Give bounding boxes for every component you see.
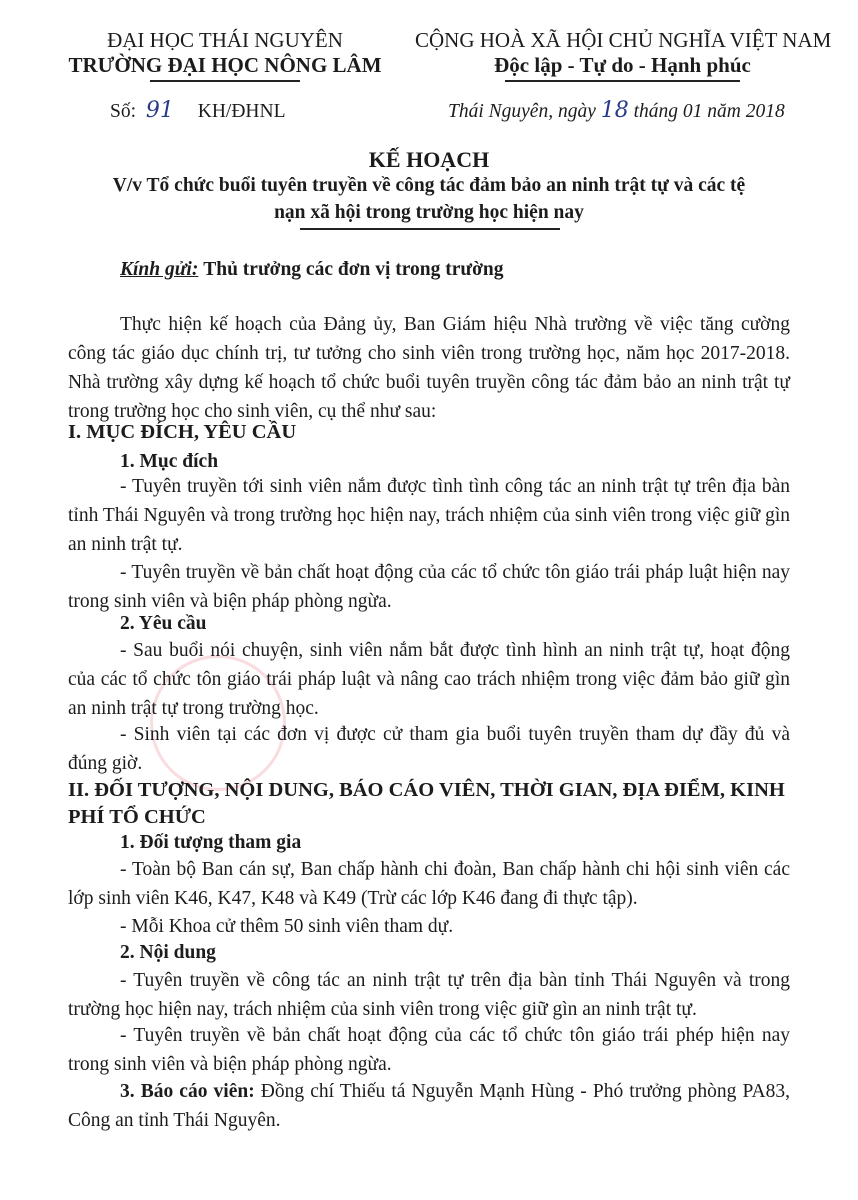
document-subtitle-line2: nạn xã hội trong trường học hiện nay <box>274 202 584 223</box>
section-2-sub1-paragraph-1: - Toàn bộ Ban cán sự, Ban chấp hành chi đoàn, Ban chấp hành chi hội sinh viên các lớp sinh viên K46, K47, K48 và K49 (Trừ các lớp K46 đang đi thực tập). <box>68 859 790 909</box>
section-2-sub2-paragraph-2: - Tuyên truyền về bản chất hoạt động của các tổ chức tôn giáo trái phép hiện nay trong sinh viên và biện pháp phòng ngừa. <box>68 1025 790 1075</box>
intro-paragraph: Thực hiện kế hoạch của Đảng ủy, Ban Giám hiệu Nhà trường về việc tăng cường công tác giáo dục chính trị, tư tưởng cho sinh viên trong trường học, năm học 2017-2018. Nhà trường xây dựng kế hoạch tổ chức buổi tuyên truyền công tác đảm bảo an ninh trật tự trong trường học cho sinh viên, cụ thể như sau: <box>68 314 790 422</box>
header-motto: Độc lập - Tự do - Hạnh phúc <box>494 53 751 77</box>
document-title: KẾ HOẠCH <box>368 147 490 172</box>
number-suffix: KH/ĐHNL <box>197 101 286 122</box>
section-2-sub2-paragraph-1: - Tuyên truyền về công tác an ninh trật tự trên địa bàn tỉnh Thái Nguyên và trong trường học hiện nay, trách nhiệm của sinh viên trong việc giữ gìn an ninh trật tự. <box>68 970 790 1020</box>
recipient-label: Kính gửi: <box>120 259 199 280</box>
section-2-sub2-heading: 2. Nội dung <box>120 942 216 963</box>
section-2-sub1-paragraph-2: - Mỗi Khoa cử thêm 50 sinh viên tham dự. <box>120 916 454 937</box>
date-suffix: tháng 01 năm 2018 <box>633 101 785 122</box>
section-1-heading: I. MỤC ĐÍCH, YÊU CẦU <box>68 421 297 443</box>
header-right-underline <box>505 80 740 82</box>
section-2-sub3-paragraph <box>68 1077 790 1135</box>
number-label: Số: <box>110 101 137 122</box>
reporter-text: Đồng chí Thiếu tá Nguyễn Mạnh Hùng - Phó trưởng phòng PA83, Công an tỉnh Thái Nguyên. <box>68 1081 791 1131</box>
number-handwritten: 91 <box>145 98 174 123</box>
date-prefix: Thái Nguyên, ngày <box>448 101 596 122</box>
recipient-text: Thủ trưởng các đơn vị trong trường <box>203 259 504 280</box>
header-university: TRƯỜNG ĐẠI HỌC NÔNG LÂM <box>68 53 382 77</box>
recipient-line <box>120 255 504 284</box>
section-1-sub2-heading: 2. Yêu cầu <box>120 613 207 634</box>
section-1-sub2-paragraph-1: - Sau buổi nói chuyện, sinh viên nắm bắt được tình hình an ninh trật tự, hoạt động của các tổ chức tôn giáo trái pháp luật và nâng cao trách nhiệm trong việc đảm bảo giữ gìn an ninh trật tự trong trường học. <box>68 640 790 719</box>
reporter-label: 3. Báo cáo viên: <box>120 1081 255 1102</box>
subtitle-underline <box>300 228 560 230</box>
section-2-heading-line1: II. ĐỐI TƯỢNG, NỘI DUNG, BÁO CÁO VIÊN, THỜI GIAN, ĐỊA ĐIỂM, KINH <box>68 779 785 801</box>
header-country: CỘNG HOÀ XÃ HỘI CHỦ NGHĨA VIỆT NAM <box>415 28 832 52</box>
section-1-sub1-paragraph-1: - Tuyên truyền tới sinh viên nắm được tình tình công tác an ninh trật tự trên địa bàn tỉnh Thái Nguyên và trong trường học hiện nay, trách nhiệm của sinh viên trong việc giữ gìn an ninh trật tự. <box>68 476 790 555</box>
date-day-handwritten: 18 <box>600 98 629 123</box>
header-left-underline <box>150 80 300 82</box>
section-1-sub1-paragraph-2: - Tuyên truyền về bản chất hoạt động của các tổ chức tôn giáo trái pháp luật hiện nay trong sinh viên và biện pháp phòng ngừa. <box>68 562 790 612</box>
section-1-sub2-paragraph-2: - Sinh viên tại các đơn vị được cử tham gia buổi tuyên truyền tham dự đầy đủ và đúng giờ. <box>68 724 790 774</box>
document-number <box>110 96 286 126</box>
document-subtitle-line1: V/v Tổ chức buổi tuyên truyền về công tác đảm bảo an ninh trật tự và các tệ <box>112 175 746 196</box>
section-2-sub1-heading: 1. Đối tượng tham gia <box>120 832 302 853</box>
header-ministry: ĐẠI HỌC THÁI NGUYÊN <box>107 28 343 52</box>
document-date <box>448 96 785 126</box>
section-1-sub1-heading: 1. Mục đích <box>120 451 219 472</box>
section-2-heading-line2: PHÍ TỔ CHỨC <box>68 806 206 828</box>
